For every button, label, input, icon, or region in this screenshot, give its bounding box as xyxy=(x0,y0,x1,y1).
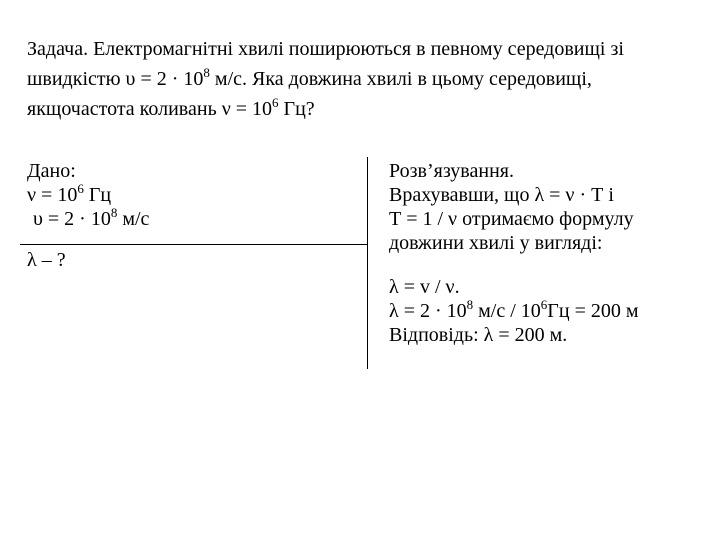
given-speed-text: υ = 2 · 10 xyxy=(33,208,111,230)
problem-line-3-exponent: 6 xyxy=(272,95,279,110)
given-speed xyxy=(27,207,149,231)
problem-line-2-exponent: 8 xyxy=(203,65,210,80)
solution-answer: Відповідь: λ = 200 м. xyxy=(389,324,568,346)
solution-line-1: Врахувавши, що λ = ν · Т і xyxy=(389,184,614,206)
horizontal-divider xyxy=(20,244,368,245)
vertical-divider xyxy=(367,157,368,369)
calc-exponent-1: 8 xyxy=(466,297,474,312)
calc-exponent-2: 6 xyxy=(540,297,548,312)
given-frequency-exponent: 6 xyxy=(77,181,84,196)
solution-section xyxy=(389,159,709,347)
problem-line-3-text: якщочастота коливань ν = 10 xyxy=(27,98,273,120)
given-speed-exponent: 8 xyxy=(110,205,118,220)
solution-line-2: Т = 1 / ν отримаємо формулу xyxy=(389,208,634,230)
solution-formula: λ = v / ν. xyxy=(389,276,460,298)
find-unknown: λ – ? xyxy=(27,249,66,271)
calc-middle: м/с / 10 xyxy=(473,300,541,322)
problem-line-2 xyxy=(27,64,697,94)
problem-line-1: Задача. Електромагнітні хвилі поширюються в певному середовищі зі xyxy=(27,38,624,60)
solution-calculation xyxy=(389,299,709,323)
problem-line-3 xyxy=(27,94,697,124)
problem-line-2-text: швидкістю υ = 2 · 10 xyxy=(27,68,204,90)
given-heading: Дано: xyxy=(27,160,76,182)
solution-line-3: довжини хвилі у вигляді: xyxy=(389,232,603,254)
given-speed-unit: м/с xyxy=(117,208,150,230)
given-frequency-text: ν = 10 xyxy=(27,184,78,206)
problem-line-3-rest: Гц? xyxy=(278,98,315,120)
solution-heading: Розв’язування. xyxy=(389,160,514,182)
solution-spacer xyxy=(389,255,709,275)
calc-text: λ = 2 · 10 xyxy=(389,300,467,322)
given-frequency xyxy=(27,183,149,207)
problem-line-2-rest: м/с. Яка довжина хвилі в цьому середовищі, xyxy=(209,68,592,90)
calc-result: Гц = 200 м xyxy=(547,300,639,322)
given-frequency-unit: Гц xyxy=(83,184,112,206)
problem-statement xyxy=(27,34,697,124)
given-section xyxy=(27,159,149,231)
